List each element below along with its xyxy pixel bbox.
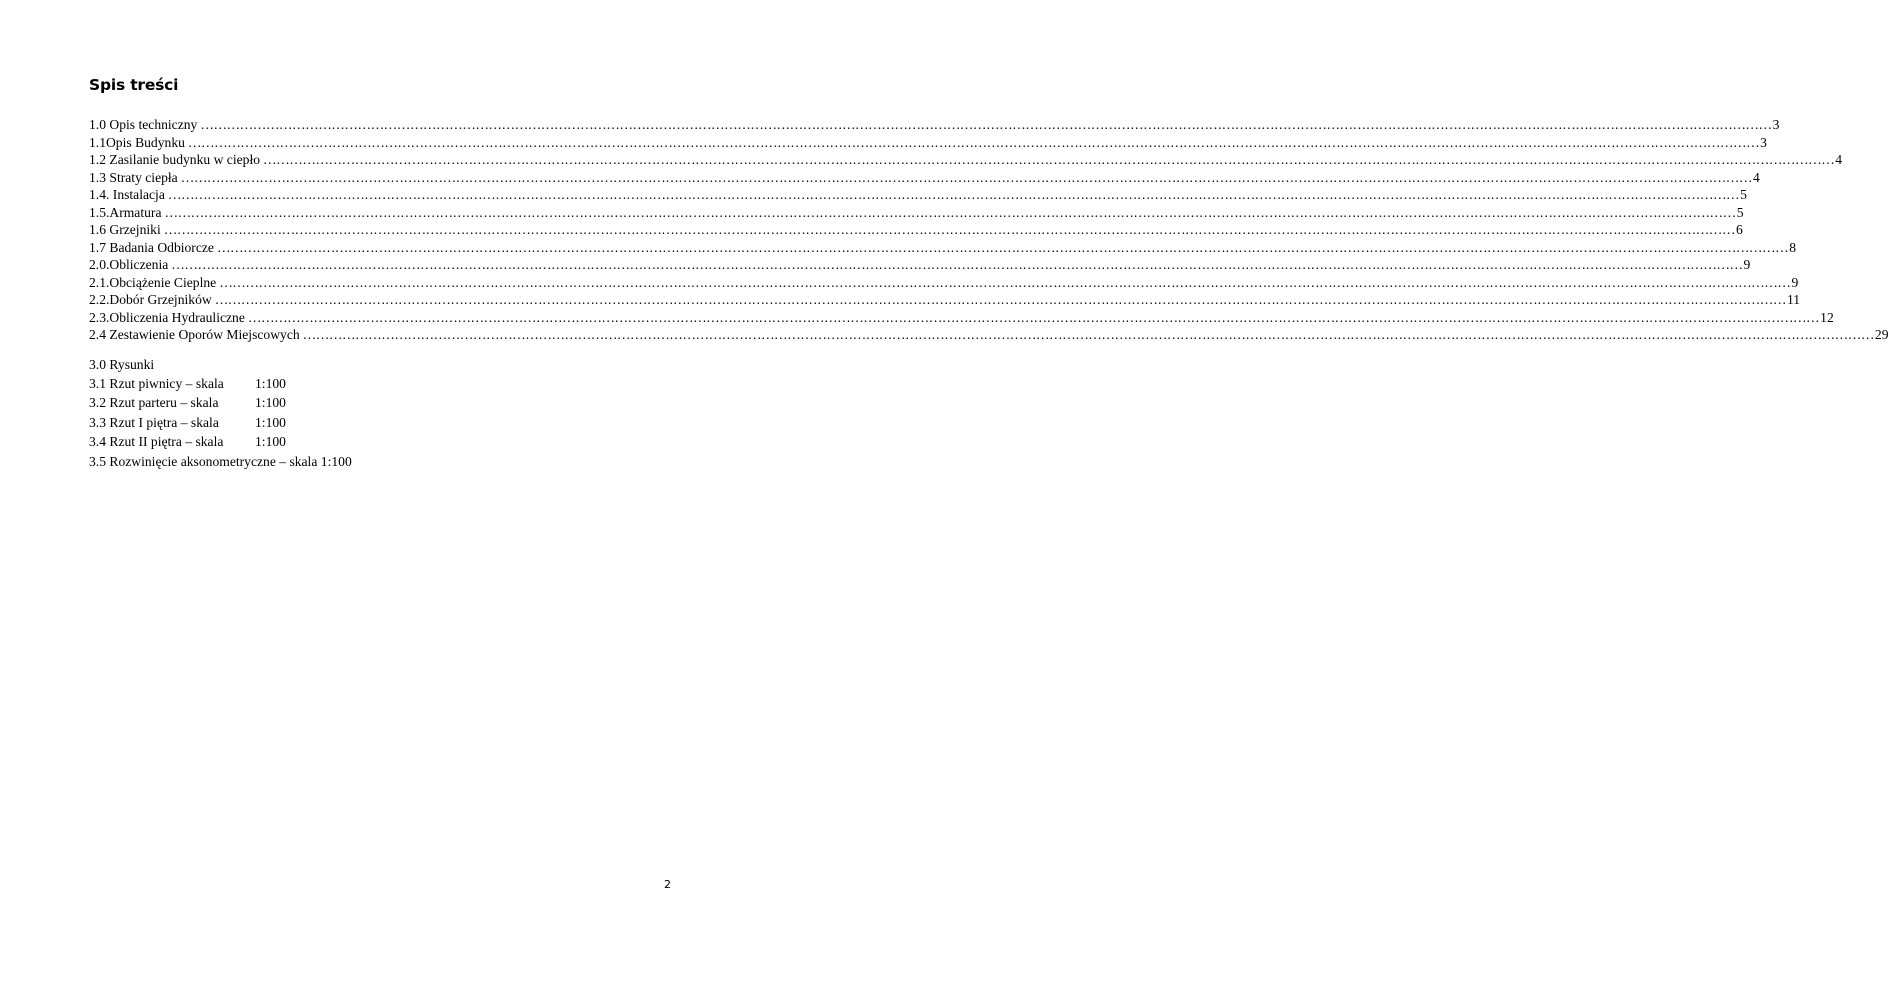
toc-entry (89, 239, 1796, 257)
toc-entry (89, 151, 1843, 169)
drawing-entry-label: 3.5 Rozwinięcie aksonometryczne – skala (89, 453, 318, 469)
dot-leader: ……………………………………………………………………………………………………………………………………………………………………………………………………………………………………………………………………………………………………………………………… (167, 187, 1740, 202)
toc-entry-page: 6 (1735, 222, 1743, 237)
dot-leader: ……………………………………………………………………………………………………………………………………………………………………………………………………………………………………………………………………………………………………………………………… (187, 134, 1760, 150)
toc-entry-page: 3 (1760, 134, 1767, 150)
toc-entry-page: 5 (1736, 204, 1744, 220)
dot-leader: ……………………………………………………………………………………………………………………………………………………………………………………………………………………………………………………………………………………………………………………………… (163, 222, 1735, 237)
toc-entry-page: 4 (1752, 169, 1760, 185)
toc-entry-label: 1.5.Armatura (89, 204, 162, 220)
toc-entry-label: 2.1.Obciążenie Cieplne (89, 274, 217, 290)
toc-entry-label: 1.0 Opis techniczny (89, 117, 198, 132)
drawing-entry-scale: 1:100 (320, 453, 352, 469)
toc-entry-label: 2.3.Obliczenia Hydrauliczne (89, 309, 245, 325)
dot-leader: ……………………………………………………………………………………………………………………………………………………………………………………………………………………………………………………………………………………………………………………………… (219, 274, 1791, 290)
toc-entry-label: 1.3 Straty ciepła (89, 169, 178, 185)
dot-leader: ……………………………………………………………………………………………………………………………………………………………………………………………………………………………………………………………………………………………………………………………… (214, 292, 1786, 307)
page-number: 2 (664, 878, 671, 891)
drawings-list (89, 356, 352, 471)
toc-entry (89, 116, 1780, 134)
toc-entry-page: 11 (1786, 292, 1801, 307)
dot-leader: ……………………………………………………………………………………………………………………………………………………………………………………………………………………………………………………………………………………………………………………………… (247, 309, 1820, 325)
toc-entry (89, 274, 1799, 292)
drawings-heading: 3.0 Rysunki (89, 357, 155, 372)
dot-leader: ……………………………………………………………………………………………………………………………………………………………………………………………………………………………………………………………………………………………………………………………… (302, 327, 1874, 342)
drawing-entry-label: 3.3 Rzut I piętra – skala (89, 414, 219, 430)
toc-entry-page: 29 (1874, 327, 1889, 342)
toc-entry (89, 309, 1834, 327)
drawing-entry (89, 374, 352, 394)
page-title: Spis treści (89, 76, 179, 94)
drawing-entry (89, 452, 352, 472)
toc-entry-label: 1.6 Grzejniki (89, 222, 161, 237)
dot-leader: ……………………………………………………………………………………………………………………………………………………………………………………………………………………………………………………………………………………………………………………………… (216, 239, 1789, 255)
toc-entry-page: 5 (1740, 187, 1747, 202)
toc-entry-page: 9 (1743, 257, 1751, 272)
toc-entry-label: 1.4. Instalacja (89, 187, 165, 202)
toc-entry-label: 1.2 Zasilanie budynku w ciepło (89, 152, 261, 167)
toc-entry-label: 1.1Opis Budynku (89, 134, 185, 150)
drawing-entry-scale: 1:100 (255, 375, 286, 391)
dot-leader: ……………………………………………………………………………………………………………………………………………………………………………………………………………………………………………………………………………………………………………………………… (171, 257, 1743, 272)
drawing-entry-scale: 1:100 (255, 434, 286, 449)
drawing-entry-label: 3.4 Rzut II piętra – skala (89, 434, 224, 449)
toc-entry (89, 169, 1760, 187)
toc-entry-label: 2.0.Obliczenia (89, 257, 169, 272)
toc-entry (89, 204, 1744, 222)
toc-entry-page: 12 (1820, 309, 1834, 325)
drawing-entry-scale: 1:100 (255, 414, 286, 430)
toc-entry-page: 9 (1791, 274, 1799, 290)
toc-entry-label: 1.7 Badania Odbiorcze (89, 239, 214, 255)
drawing-entry (89, 393, 352, 413)
toc-entry-label: 2.2.Dobór Grzejników (89, 292, 212, 307)
drawing-entry-label: 3.1 Rzut piwnicy – skala (89, 375, 224, 391)
toc-entry (89, 221, 1743, 239)
toc-entry (89, 291, 1801, 309)
toc-entry (89, 134, 1767, 152)
dot-leader: ……………………………………………………………………………………………………………………………………………………………………………………………………………………………………………………………………………………………………………………………… (164, 204, 1736, 220)
toc-entry (89, 256, 1751, 274)
drawing-entry (89, 432, 352, 452)
toc-entry (89, 326, 1889, 344)
toc-entry-page: 4 (1835, 152, 1843, 167)
dot-leader: ……………………………………………………………………………………………………………………………………………………………………………………………………………………………………………………………………………………………………………………………… (180, 169, 1752, 185)
toc-entry-label: 2.4 Zestawienie Oporów Miejscowych (89, 327, 300, 342)
toc-entry (89, 186, 1747, 204)
dot-leader: ……………………………………………………………………………………………………………………………………………………………………………………………………………………………………………………………………………………………………………………………… (263, 152, 1835, 167)
drawing-entry (89, 413, 352, 433)
drawing-entry-scale: 1:100 (255, 395, 286, 410)
table-of-contents (89, 116, 1889, 344)
dot-leader: ……………………………………………………………………………………………………………………………………………………………………………………………………………………………………………………………………………………………………………………………… (200, 117, 1772, 132)
drawing-entry-label: 3.2 Rzut parteru – skala (89, 395, 219, 410)
toc-entry-page: 8 (1789, 239, 1796, 255)
toc-entry-page: 3 (1772, 117, 1780, 132)
